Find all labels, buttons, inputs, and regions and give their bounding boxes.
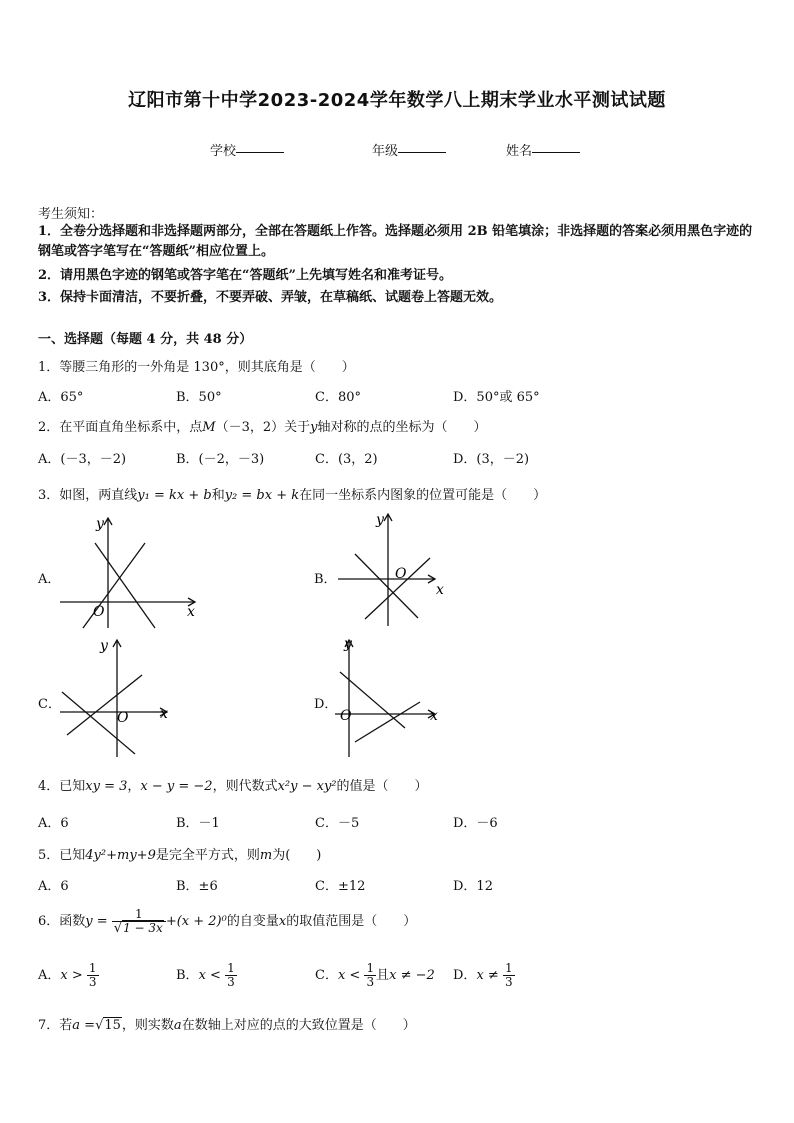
- q1-option-d[interactable]: D．50°或 65°: [453, 390, 540, 405]
- axis-x-label: x: [436, 582, 444, 598]
- q4-option-d[interactable]: D．－6: [453, 816, 498, 831]
- q6-option-c[interactable]: C．x < $\frac{1}{3}$ 且x ≠ −2: [315, 961, 435, 989]
- question-5-stem: 5．已知4y²+my+9是完全平方式，则m为( ): [38, 848, 322, 863]
- q4-option-c[interactable]: C．－5: [315, 816, 360, 831]
- question-7-stem: 7．若a =√15，则实数a在数轴上对应的点的大致位置是（ ）: [38, 1018, 416, 1033]
- origin-label: O: [395, 566, 407, 582]
- axis-y-label: y: [96, 516, 104, 532]
- name-field[interactable]: 姓名: [506, 140, 532, 159]
- q3-graph-c: [55, 632, 180, 762]
- origin-label: O: [117, 710, 129, 726]
- axis-y-label: y: [376, 512, 384, 528]
- question-2-stem: 2．在平面直角坐标系中，点M（－3，2）关于y轴对称的点的坐标为（ ）: [38, 420, 487, 435]
- axis-x-label: x: [160, 706, 168, 722]
- axis-x-label: x: [430, 708, 438, 724]
- q2-option-b[interactable]: B．(－2，－3): [176, 452, 265, 467]
- notice-item-1: 1．全卷分选择题和非选择题两部分，全部在答题纸上作答。选择题必须用 2B 铅笔填涂；非选择题的答案必须用黑色字迹的钢笔或答字笔写在“答题纸”相应位置上。: [38, 224, 753, 259]
- grade-field[interactable]: 年级: [372, 140, 398, 159]
- q6-option-b[interactable]: B．x < $\frac{1}{3}$: [176, 961, 235, 989]
- q1-option-a[interactable]: A．65°: [38, 390, 84, 405]
- q1-option-b[interactable]: B．50°: [176, 390, 222, 405]
- notice-item-2: 2．请用黑色字迹的钢笔或答字笔在“答题纸”上先填写姓名和准考证号。: [38, 268, 453, 283]
- question-6-stem: 6．函数y = $\frac{1}{√1 - 3x}$ +(x + 2)⁰的自变量x的取值范围是（ ）: [38, 907, 417, 936]
- axis-x-label: x: [187, 604, 195, 620]
- q4-option-b[interactable]: B．－1: [176, 816, 220, 831]
- section-heading: 一、选择题（每题 4 分，共 48 分）: [38, 332, 253, 347]
- q5-option-c[interactable]: C．±12: [315, 879, 366, 894]
- q3-graph-b: [330, 506, 455, 631]
- q3-graph-a: [55, 508, 205, 633]
- q2-option-a[interactable]: A．(－3，－2): [38, 452, 127, 467]
- question-1-stem: 1．等腰三角形的一外角是 130°，则其底角是（ ）: [38, 360, 355, 375]
- question-3-stem: 3．如图，两直线y₁ = kx + b和y₂ = bx + k在同一坐标系内图象的位置可能是（ ）: [38, 488, 547, 503]
- page-title: 辽阳市第十中学2023-2024学年数学八上期末学业水平测试试题: [128, 90, 666, 111]
- q2-option-c[interactable]: C．(3，2): [315, 452, 378, 467]
- q4-option-a[interactable]: A．6: [38, 816, 69, 831]
- q2-option-d[interactable]: D．(3，－2): [453, 452, 530, 467]
- fraction: $\frac{1}{√1 - 3x}$: [112, 908, 166, 935]
- notice-item-3: 3．保持卡面清洁，不要折叠，不要弄破、弄皱，在草稿纸、试题卷上答题无效。: [38, 290, 503, 305]
- question-4-stem: 4．已知xy = 3，x − y = −2，则代数式x²y − xy²的值是（ ）: [38, 779, 428, 794]
- origin-label: O: [340, 708, 352, 724]
- q6-option-a[interactable]: A．x > $\frac{1}{3}$: [38, 961, 97, 989]
- q3-option-b[interactable]: B．: [314, 572, 337, 587]
- axis-y-label: y: [344, 636, 352, 652]
- q5-option-a[interactable]: A．6: [38, 879, 69, 894]
- q3-option-a[interactable]: A．: [38, 572, 61, 587]
- q5-option-b[interactable]: B．±6: [176, 879, 218, 894]
- q6-option-d[interactable]: D．x ≠ $\frac{1}{3}$: [453, 961, 513, 989]
- q5-option-d[interactable]: D．12: [453, 879, 493, 894]
- origin-label: O: [93, 604, 105, 620]
- axis-y-label: y: [100, 638, 108, 654]
- school-field[interactable]: 学校: [210, 140, 236, 159]
- notice-heading: 考生须知：: [38, 207, 104, 222]
- q3-graph-d: [330, 632, 455, 762]
- q1-option-c[interactable]: C．80°: [315, 390, 361, 405]
- q3-option-d[interactable]: D．: [314, 697, 338, 712]
- q3-option-c[interactable]: C．: [38, 697, 61, 712]
